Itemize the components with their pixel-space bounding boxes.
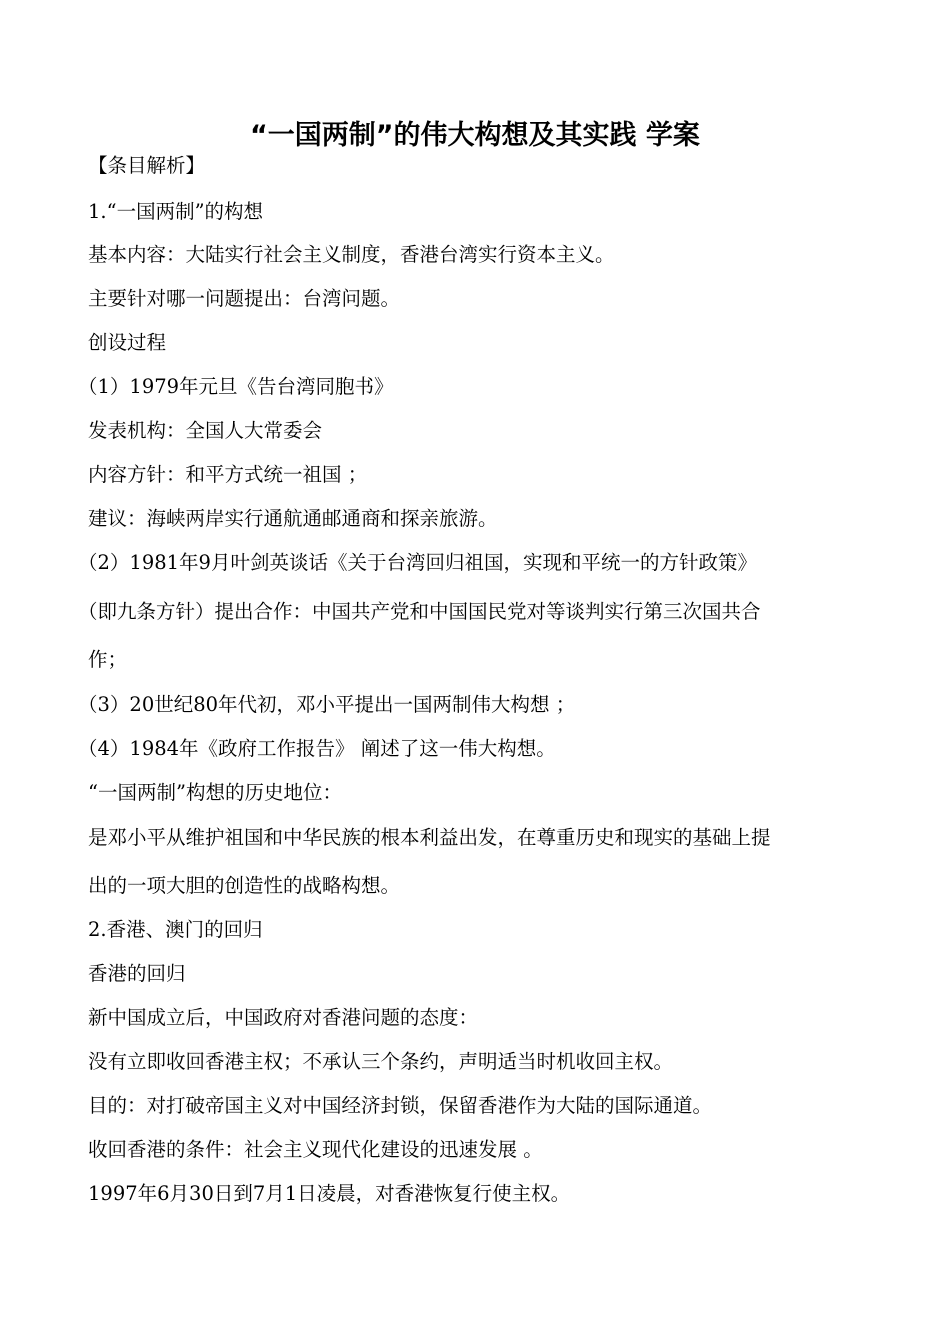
text-line: 主要针对哪一问题提出：台湾问题。 (88, 287, 401, 310)
text-line: 基本内容：大陆实行社会主义制度，香港台湾实行资本主义。 (88, 243, 615, 266)
subsection-heading: 2.香港、澳门的回归 (88, 918, 263, 941)
text-line: 内容方针：和平方式统一祖国 ； (88, 463, 368, 486)
text-line: 1997年6月30日到7月1日凌晨，对香港恢复行使主权。 (88, 1182, 571, 1205)
text-line: （2）1981年9月叶剑英谈话《关于台湾回归祖国，实现和平统一的方针政策》 (78, 551, 757, 574)
subsection-heading: 1.“一国两制”的构想 (88, 200, 264, 223)
text-line: 新中国成立后，中国政府对香港问题的态度： (88, 1006, 479, 1029)
text-line: （即九条方针）提出合作：中国共产党和中国国民党对等谈判实行第三次国共合 (78, 600, 761, 623)
text-line: 创设过程 (88, 331, 167, 354)
text-line: 发表机构：全国人大常委会 (88, 419, 323, 442)
text-line: 收回香港的条件：社会主义现代化建设的迅速发展 。 (88, 1138, 543, 1161)
document-title: “一国两制”的伟大构想及其实践 学案 (250, 120, 700, 151)
text-line: 香港的回归 (88, 962, 186, 985)
text-line: （1）1979年元旦《告台湾同胞书》 (78, 375, 394, 398)
text-line: 目的：对打破帝国主义对中国经济封锁，保留香港作为大陆的国际通道。 (88, 1094, 713, 1117)
text-line: 作； (88, 648, 128, 671)
text-line: 建议：海峡两岸实行通航通邮通商和探亲旅游。 (88, 507, 498, 530)
text-line: “一国两制”构想的历史地位： (88, 781, 342, 804)
section-heading: 【条目解析】 (88, 154, 206, 177)
text-line: （4）1984年《政府工作报告》 阐述了这一伟大构想。 (78, 737, 556, 760)
text-line: 出的一项大胆的创造性的战略构想。 (88, 874, 401, 897)
text-line: 是邓小平从维护祖国和中华民族的根本利益出发，在尊重历史和现实的基础上提 (88, 826, 771, 849)
text-line: （3）20世纪80年代初，邓小平提出一国两制伟大构想 ； (78, 693, 576, 716)
text-line: 没有立即收回香港主权；不承认三个条约，声明适当时机收回主权。 (88, 1050, 674, 1073)
